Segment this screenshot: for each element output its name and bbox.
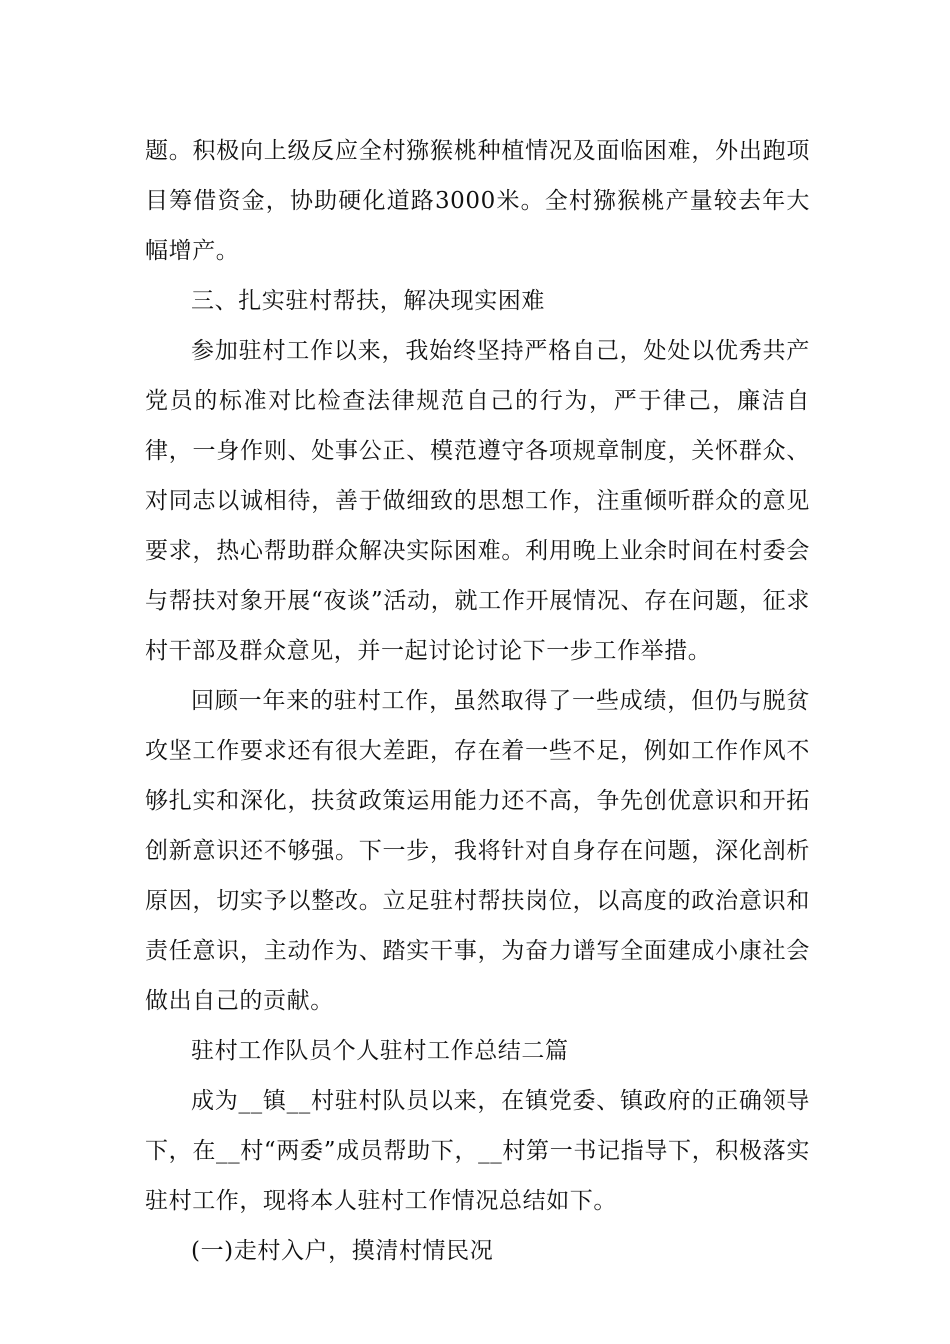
paragraph-review: 回顾一年来的驻村工作，虽然取得了一些成绩，但仍与脱贫攻坚工作要求还有很大差距，存在着一些不足，例如工作作风不够扎实和深化，扶贫政策运用能力还不高，争先创优意识和开拓创新意识还不够强。下一步，我将针对自身存在问题，深化剖析原因，切实予以整改。立足驻村帮扶岗位，以高度的政治意识和责任意识，主动作为、踏实干事，为奋力谱写全面建成小康社会做出自己的贡献。 xyxy=(145,688,810,1014)
subsection-heading-1: (一)走村入户，摸清村情民况 xyxy=(191,1238,494,1264)
document-body xyxy=(145,126,810,1276)
paragraph-intro-2: 成为__镇__村驻村队员以来，在镇党委、镇政府的正确领导下，在__村“两委”成员帮助下，__村第一书记指导下，积极落实驻村工作，现将本人驻村工作情况总结如下。 xyxy=(145,1088,810,1214)
paragraph-continued: 题。积极向上级反应全村猕猴桃种植情况及面临困难，外出跑项目筹借资金，协助硬化道路3000米。全村猕猴桃产量较去年大幅增产。 xyxy=(145,138,810,264)
section-heading-3: 三、扎实驻村帮扶，解决现实困难 xyxy=(191,288,545,314)
article-title-2: 驻村工作队员个人驻村工作总结二篇 xyxy=(191,1038,569,1064)
paragraph-work-conduct: 参加驻村工作以来，我始终坚持严格自己，处处以优秀共产党员的标准对比检查法律规范自己的行为，严于律己，廉洁自律，一身作则、处事公正、模范遵守各项规章制度，关怀群众、对同志以诚相待，善于做细致的思想工作，注重倾听群众的意见要求，热心帮助群众解决实际困难。利用晚上业余时间在村委会与帮扶对象开展“夜谈”活动，就工作开展情况、存在问题，征求村干部及群众意见，并一起讨论讨论下一步工作举措。 xyxy=(145,338,810,664)
